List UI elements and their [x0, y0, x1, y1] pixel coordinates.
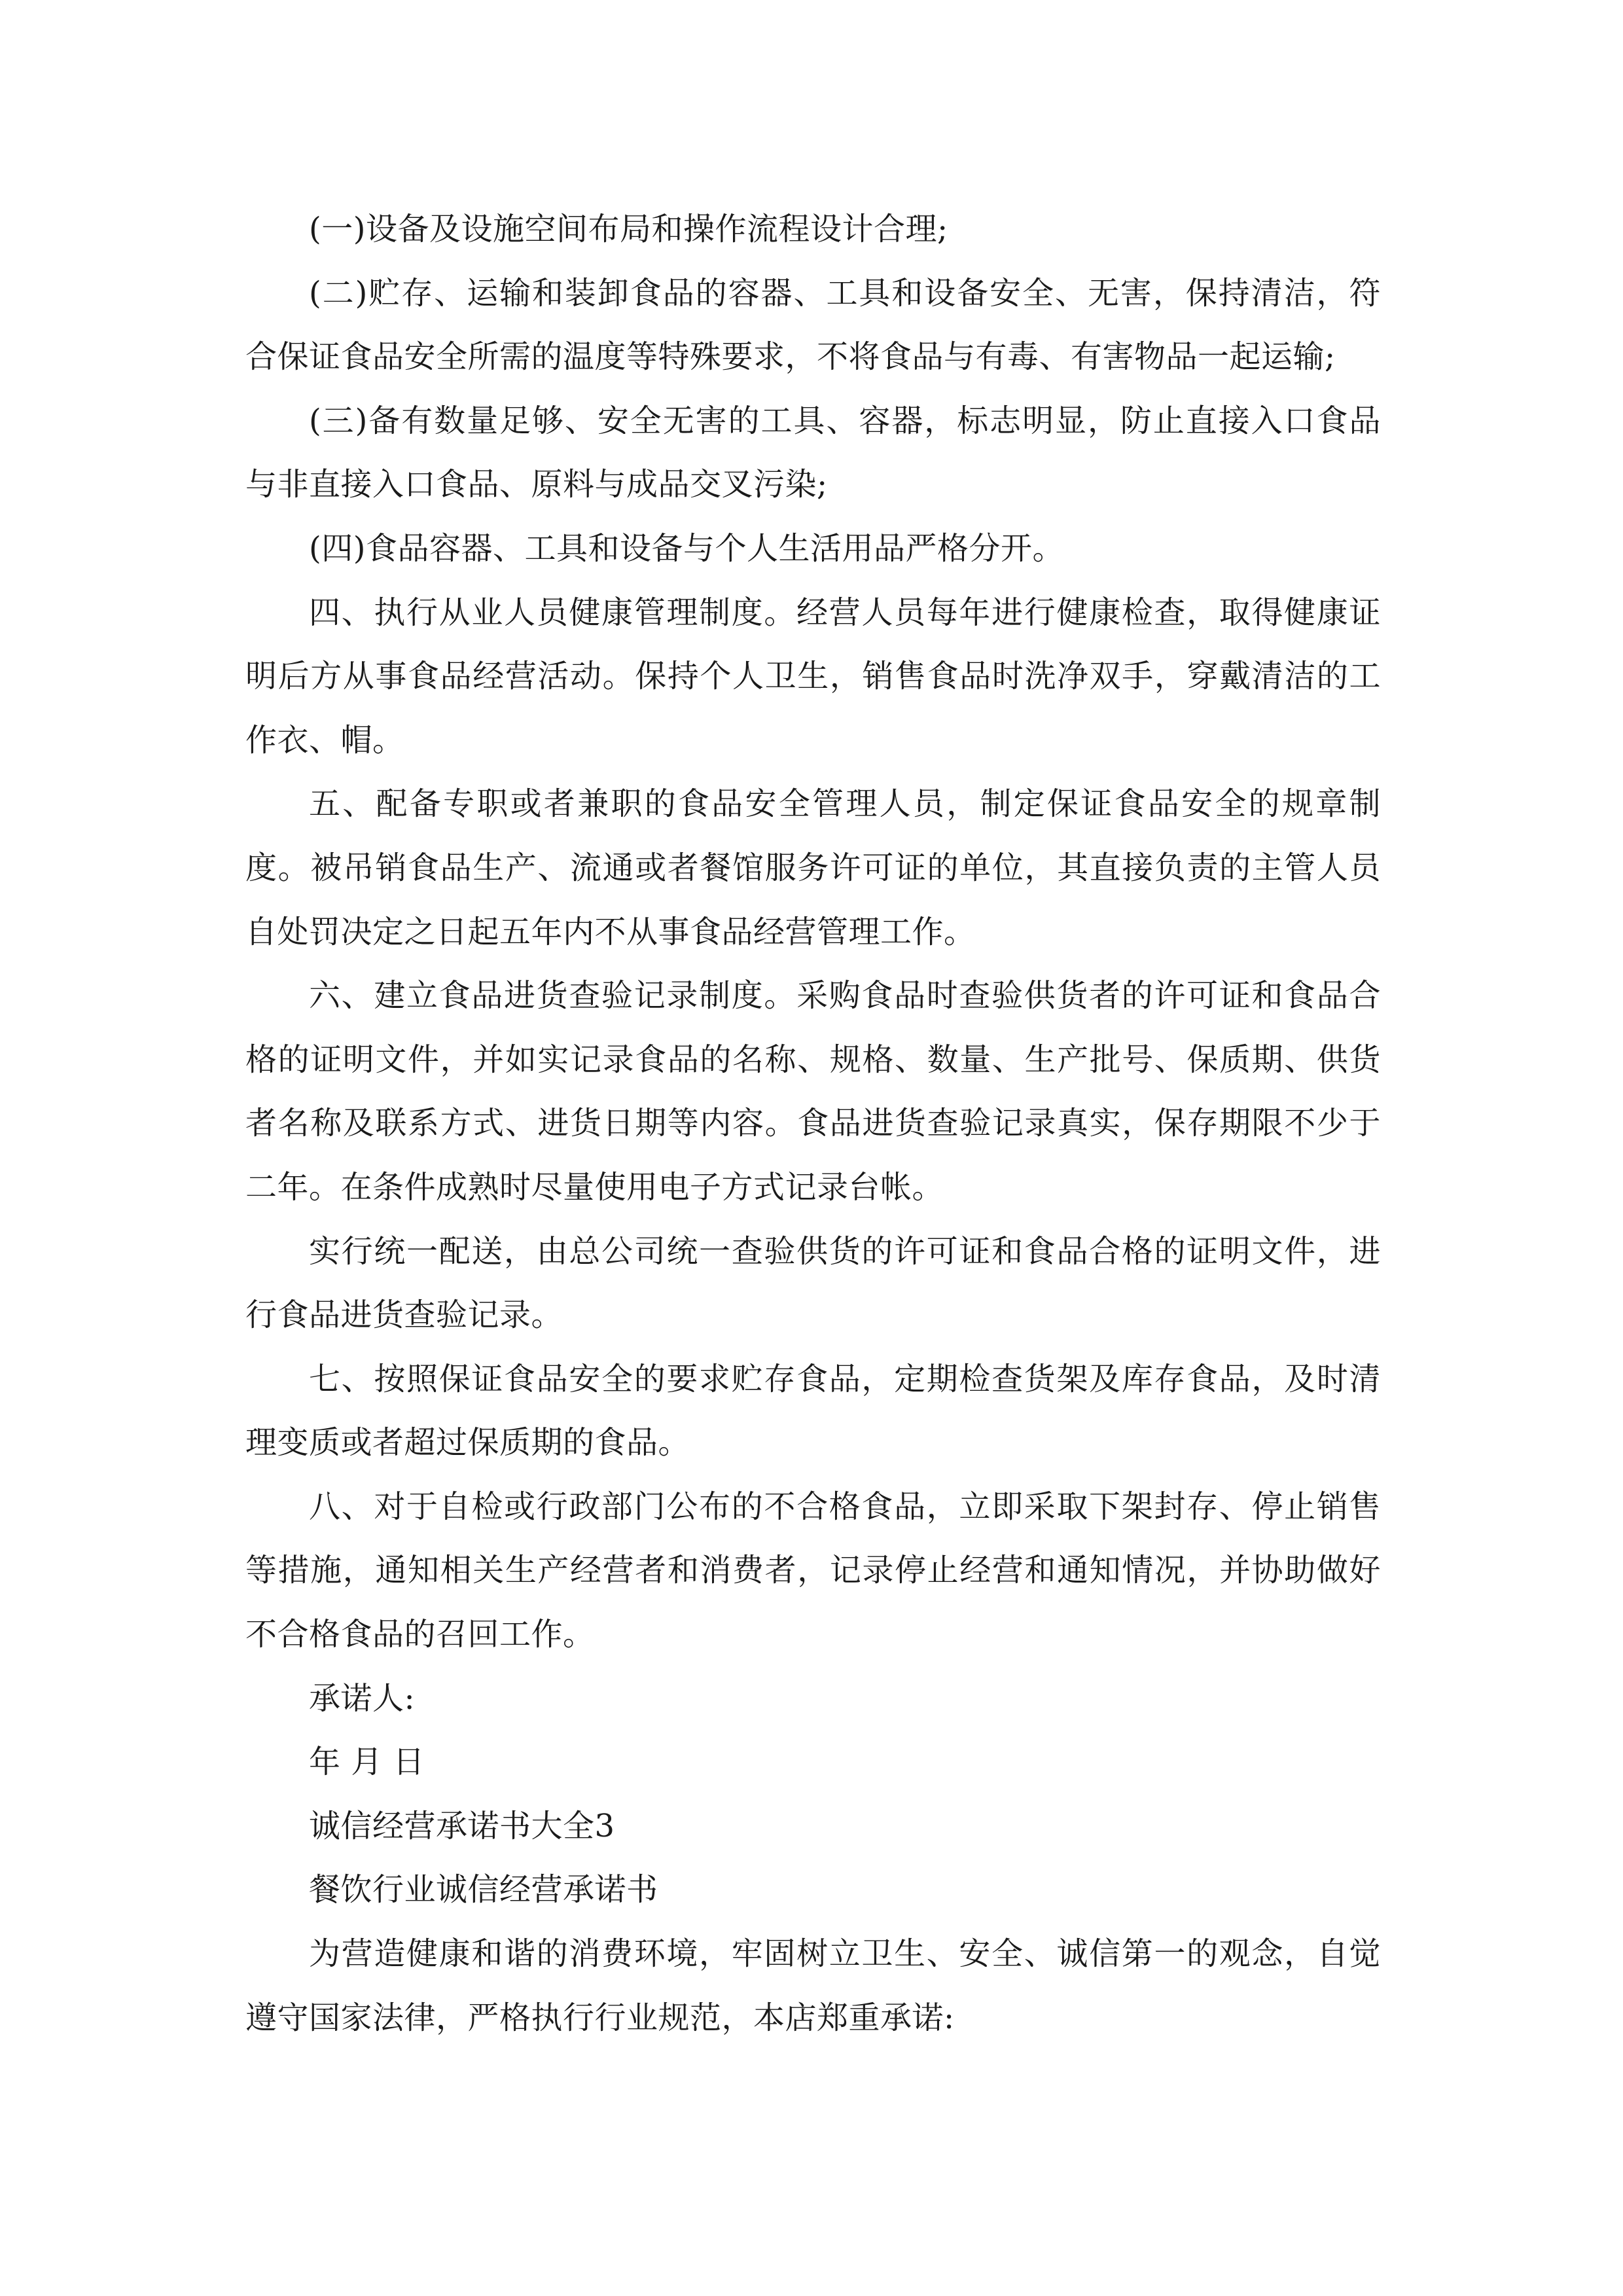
- promisor-label: 承诺人:: [309, 1679, 416, 1717]
- document-subtitle: 餐饮行业诚信经营承诺书: [309, 1871, 658, 1909]
- date-line: 年 月 日: [309, 1744, 425, 1781]
- paragraph-item-1: (一)设备及设施空间布局和操作流程设计合理;: [309, 211, 948, 247]
- paragraph-health-management: 四、执行从业人员健康管理制度。经营人员每年进行健康检查，取得健康证明后方从事食品经营活动。保持个人卫生，销售食品时洗净双手，穿戴清洁的工作衣、帽。: [245, 594, 1381, 759]
- paragraph-item-3: (三)备有数量足够、安全无害的工具、容器，标志明显，防止直接入口食品与非直接入口食品、原料与成品交叉污染;: [245, 402, 1381, 503]
- paragraph-item-2: (二)贮存、运输和装卸食品的容器、工具和设备安全、无害，保持清洁，符合保证食品安全所需的温度等特殊要求，不将食品与有毒、有害物品一起运输;: [245, 274, 1381, 376]
- paragraph-unified-delivery: 实行统一配送，由总公司统一查验供货的许可证和食品合格的证明文件，进行食品进货查验记录。: [245, 1232, 1381, 1334]
- paragraph-item-4: (四)食品容器、工具和设备与个人生活用品严格分开。: [309, 529, 1064, 567]
- paragraph-safety-staff: 五、配备专职或者兼职的食品安全管理人员，制定保证食品安全的规章制度。被吊销食品生产、流通或者餐馆服务许可证的单位，其直接负责的主管人员自处罚决定之日起五年内不从事食品经营管理工作。: [245, 785, 1381, 950]
- paragraph-storage: 七、按照保证食品安全的要求贮存食品，定期检查货架及库存食品，及时清理变质或者超过保质期的食品。: [245, 1360, 1381, 1462]
- document-body: [245, 198, 1381, 2050]
- paragraph-intro: 为营造健康和谐的消费环境，牢固树立卫生、安全、诚信第一的观念，自觉遵守国家法律，严格执行行业规范，本店郑重承诺:: [245, 1935, 1381, 2036]
- paragraph-purchase-inspection: 六、建立食品进货查验记录制度。采购食品时查验供货者的许可证和食品合格的证明文件，并如实记录食品的名称、规格、数量、生产批号、保质期、供货者名称及联系方式、进货日期等内容。食品进货查验记录真实，保存期限不少于二年。在条件成熟时尽量使用电子方式记录台帐。: [245, 977, 1381, 1206]
- section-title: 诚信经营承诺书大全3: [309, 1807, 615, 1844]
- paragraph-recall: 八、对于自检或行政部门公布的不合格食品，立即采取下架封存、停止销售等措施，通知相关生产经营者和消费者，记录停止经营和通知情况，并协助做好不合格食品的召回工作。: [245, 1488, 1381, 1653]
